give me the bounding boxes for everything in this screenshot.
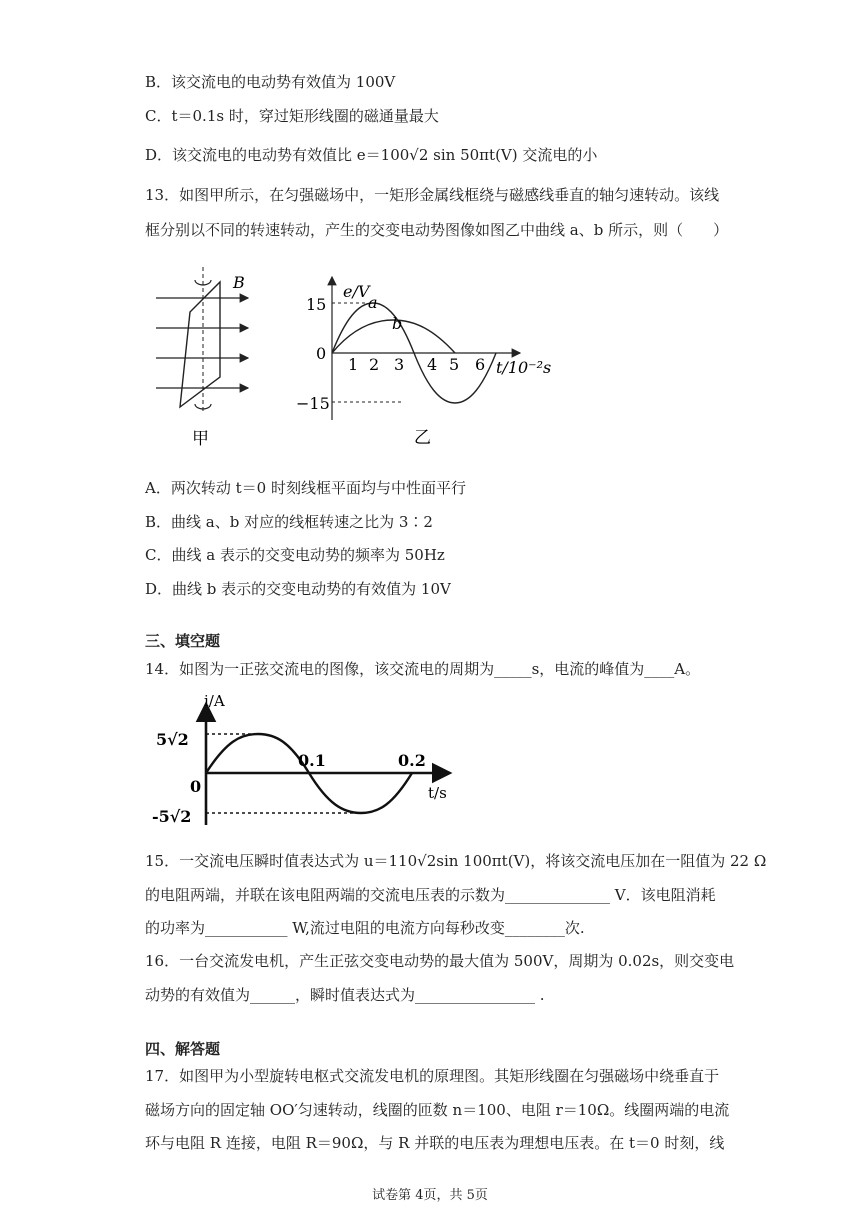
page-footer: 试卷第 4页，共 5页: [372, 1188, 488, 1203]
q13-option-d: D．曲线 b 表示的交变电动势的有效值为 10V: [145, 580, 451, 598]
y-tick-neg15: −15: [296, 394, 330, 413]
x-tick-4: 4: [427, 355, 438, 374]
xlabel-ts: t/s: [428, 784, 447, 802]
q17-line3: 环与电阻 R 连接，电阻 R＝90Ω，与 R 并联的电压表为理想电压表。在 t＝0 时刻，线: [145, 1134, 725, 1152]
section-4-heading: 四、解答题: [145, 1040, 221, 1058]
y-tick-top: 5√2: [156, 730, 189, 749]
q17-line1: 17．如图甲为小型旋转电枢式交流发电机的原理图。其矩形线圈在匀强磁场中绕垂直于: [145, 1067, 720, 1085]
x-tick-3: 3: [394, 355, 405, 374]
q13-option-a: A．两次转动 t＝0 时刻线框平面均与中性面平行: [145, 479, 466, 497]
q16-line1: 16．一台交流发电机，产生正弦交变电动势的最大值为 500V，周期为 0.02s，则交变电: [145, 952, 735, 970]
q17-line2: 磁场方向的固定轴 OO′匀速转动，线圈的匝数 n＝100、电阻 r＝10Ω。线圈两端的电流: [145, 1101, 730, 1119]
ylabel-i: i/A: [204, 692, 225, 710]
x-tick-6: 6: [475, 355, 486, 374]
label-b-field: B: [233, 273, 245, 292]
x-tick-2: 2: [369, 355, 380, 374]
x-tick-5: 5: [449, 355, 460, 374]
x-tick-0-1: 0.1: [298, 751, 326, 770]
q15-line2: 的电阻两端，并联在该电阻两端的交流电压表的示数为______________ V．该电阻消耗: [145, 886, 716, 904]
q12-option-c: C．t＝0.1s 时，穿过矩形线圈的磁通量最大: [145, 107, 439, 125]
origin-label: 0: [316, 344, 327, 363]
curve-b-label: b: [392, 314, 403, 333]
q16-line2: 动势的有效值为______，瞬时值表达式为________________ .: [145, 986, 545, 1004]
q15-line3: 的功率为___________ W,流过电阻的电流方向每秒改变________次.: [145, 919, 585, 937]
q14-stem: 14．如图为一正弦交流电的图像，该交流电的周期为_____s，电流的峰值为____A。: [145, 660, 701, 678]
q12-option-d: D．该交流电的电动势有效值比 e＝100√2 sin 50πt(V) 交流电的小: [145, 146, 598, 164]
figure-jia-caption: 甲: [192, 429, 209, 447]
y-tick-bottom: -5√2: [152, 807, 192, 826]
q15-line1: 15．一交流电压瞬时值表达式为 u＝110√2sin 100πt(V)，将该交流电压加在一阻值为 22 Ω: [145, 852, 767, 870]
q12-option-b: B．该交流电的电动势有效值为 100V: [145, 73, 396, 91]
origin-zero: 0: [190, 777, 202, 796]
figure-yi-emf-graph: [288, 275, 553, 447]
section-3-heading: 三、填空题: [145, 632, 221, 650]
xlabel-t: t/10⁻²s: [496, 358, 552, 377]
curve-a-label: a: [368, 293, 378, 312]
ylabel-e: e/V: [343, 282, 370, 301]
q13-stem-line1: 13．如图甲所示，在匀强磁场中，一矩形金属线框绕与磁感线垂直的轴匀速转动。该线: [145, 186, 720, 204]
figure-yi-caption: 乙: [414, 428, 431, 447]
q14-current-graph: [150, 690, 460, 830]
figure-jia-coil-in-field: [148, 262, 258, 447]
x-tick-1: 1: [348, 355, 359, 374]
x-tick-0-2: 0.2: [398, 751, 426, 770]
q13-option-b: B．曲线 a、b 对应的线框转速之比为 3∶2: [145, 513, 433, 531]
q13-option-c: C．曲线 a 表示的交变电动势的频率为 50Hz: [145, 546, 445, 564]
q13-stem-line2: 框分别以不同的转速转动，产生的交变电动势图像如图乙中曲线 a、b 所示，则（ ）: [145, 221, 729, 239]
y-tick-15: 15: [306, 295, 327, 314]
